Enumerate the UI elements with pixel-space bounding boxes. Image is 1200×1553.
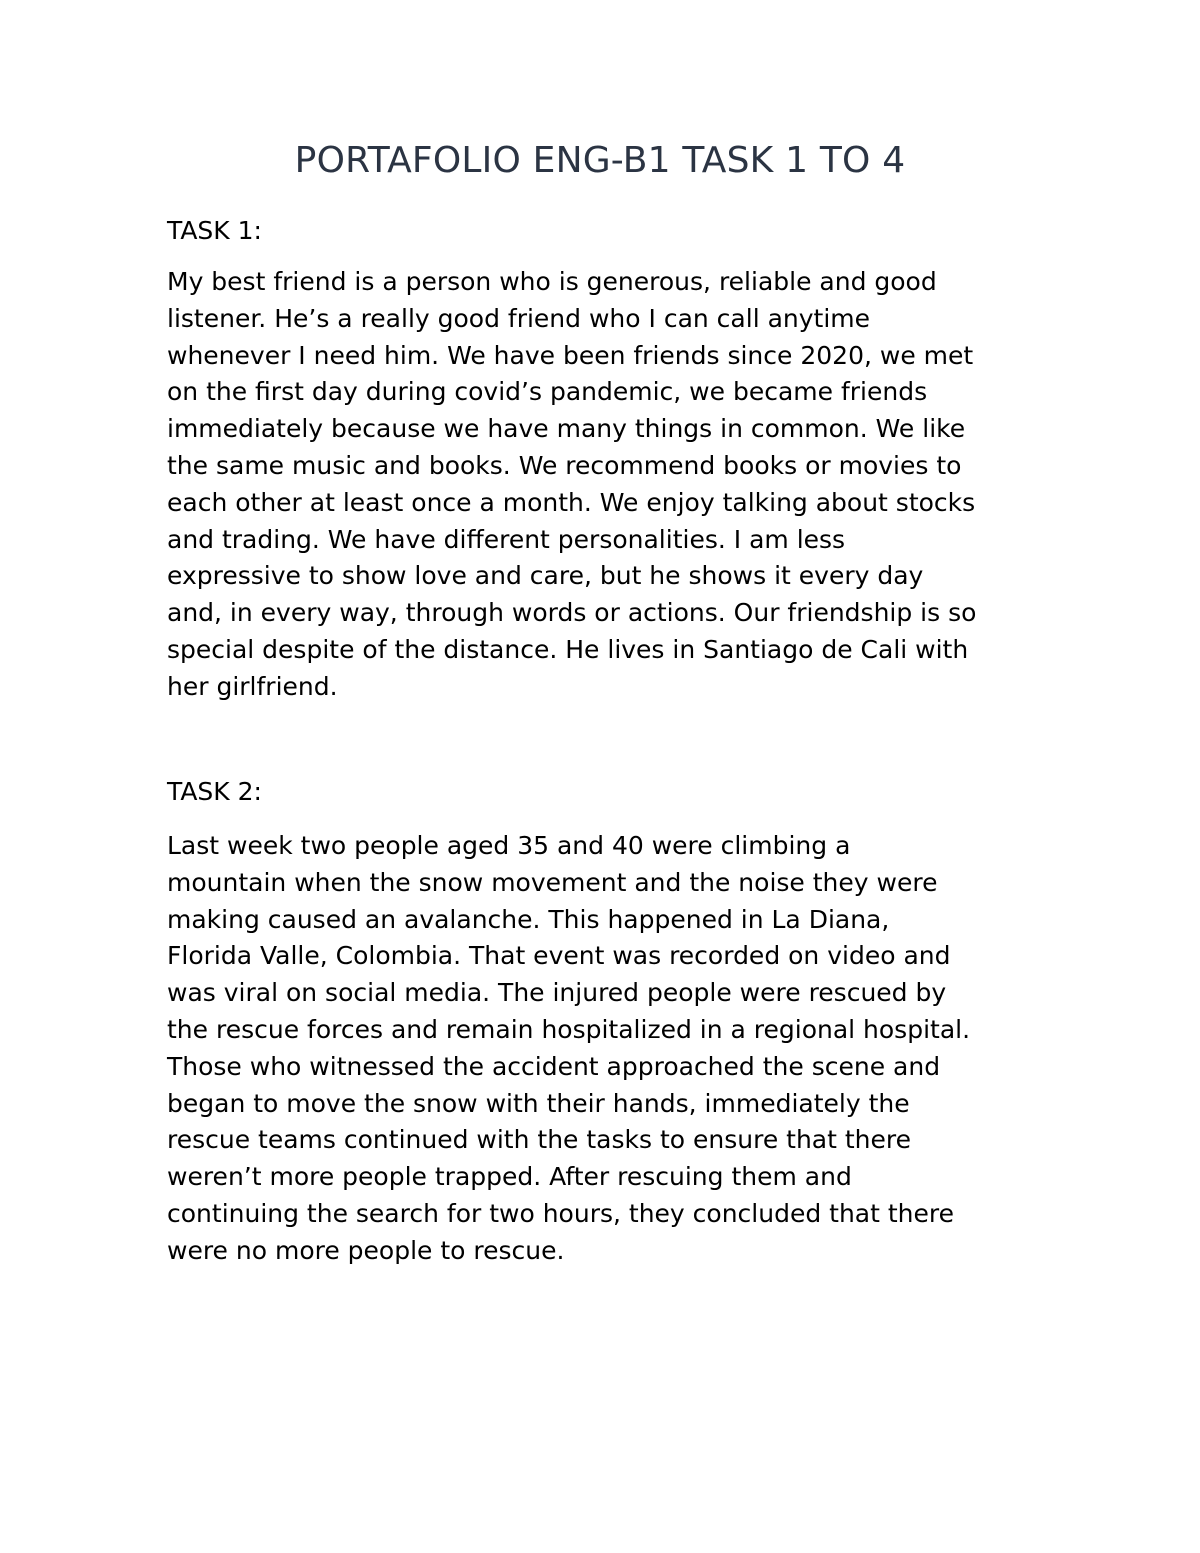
paragraph-line: was viral on social media. The injured people were rescued by	[167, 978, 947, 1008]
paragraph-line: expressive to show love and care, but he shows it every day	[167, 561, 924, 591]
paragraph-line: weren’t more people trapped. After rescuing them and	[167, 1162, 852, 1192]
paragraph-line: listener. He’s a really good friend who I can call anytime	[167, 303, 871, 333]
paragraph-line: began to move the snow with their hands, immediately the	[167, 1088, 910, 1118]
task-2-heading: TASK 2:	[167, 777, 262, 806]
paragraph-line: and, in every way, through words or actions. Our friendship is so	[167, 598, 977, 628]
paragraph-line: on the first day during covid’s pandemic, we became friends	[167, 377, 928, 407]
paragraph-line: and trading. We have different personalities. I am less	[167, 524, 846, 554]
paragraph-line: her girlfriend.	[167, 671, 338, 701]
paragraph-line: mountain when the snow movement and the noise they were	[167, 867, 938, 897]
paragraph-line: were no more people to rescue.	[167, 1235, 565, 1265]
paragraph-line: the same music and books. We recommend books or movies to	[167, 450, 962, 480]
paragraph-line: immediately because we have many things in common. We like	[167, 414, 966, 444]
paragraph-line: Last week two people aged 35 and 40 were climbing a	[167, 831, 851, 860]
paragraph-line: Florida Valle, Colombia. That event was recorded on video and	[167, 941, 951, 971]
paragraph-line: My best friend is a person who is generous, reliable and good	[167, 267, 937, 296]
paragraph-line: whenever I need him. We have been friends since 2020, we met	[167, 340, 974, 370]
task-1-paragraph	[167, 264, 1047, 706]
paragraph-line: each other at least once a month. We enjoy talking about stocks	[167, 487, 976, 517]
task-2-paragraph	[167, 828, 1047, 1270]
paragraph-line: continuing the search for two hours, they concluded that there	[167, 1198, 954, 1228]
paragraph-line: Those who witnessed the accident approached the scene and	[167, 1051, 941, 1081]
paragraph-line: making caused an avalanche. This happened in La Diana,	[167, 904, 890, 934]
paragraph-line: rescue teams continued with the tasks to ensure that there	[167, 1125, 912, 1155]
task-1-heading: TASK 1:	[167, 216, 262, 245]
document-title: PORTAFOLIO ENG-B1 TASK 1 TO 4	[294, 140, 906, 181]
paragraph-line: the rescue forces and remain hospitalized in a regional hospital.	[167, 1014, 971, 1044]
paragraph-line: special despite of the distance. He lives in Santiago de Cali with	[167, 634, 969, 664]
